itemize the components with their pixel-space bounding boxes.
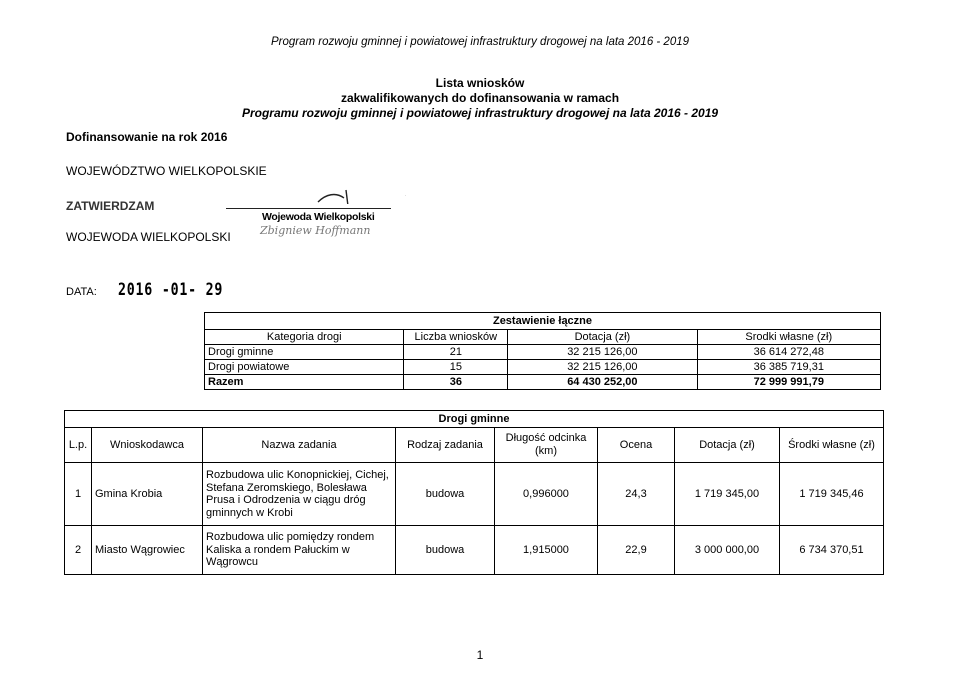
header-lp: L.p. (65, 428, 92, 463)
header-length: Długość odcinka (km) (495, 428, 598, 463)
approve-label: ZATWIERDZAM (66, 199, 155, 213)
cell-length: 1,915000 (495, 526, 598, 575)
main-caption: Drogi gminne (65, 411, 884, 428)
cell-length: 0,996000 (495, 463, 598, 526)
summary-table (204, 312, 881, 390)
signature-stamp (226, 196, 406, 240)
summary-cell: 32 215 126,00 (508, 345, 697, 360)
cell-grant: 1 719 345,00 (675, 463, 780, 526)
summary-header-category: Kategoria drogi (205, 330, 404, 345)
summary-cell: 36 614 272,48 (697, 345, 880, 360)
summary-cell: 36 385 719,31 (697, 360, 880, 375)
summary-caption: Zestawienie łączne (205, 313, 881, 330)
summary-cell: 36 (404, 375, 508, 390)
cell-own-funds: 1 719 345,46 (780, 463, 884, 526)
approver-title: WOJEWODA WIELKOPOLSKI (66, 230, 231, 244)
summary-cell: 72 999 991,79 (697, 375, 880, 390)
cell-lp: 1 (65, 463, 92, 526)
summary-row-gminne (205, 345, 881, 360)
summary-header-grant: Dotacja (zł) (508, 330, 697, 345)
stamp-name: Zbigniew Hoffmann (260, 224, 371, 237)
date-label: DATA: (66, 286, 97, 298)
summary-cell: 15 (404, 360, 508, 375)
cell-score: 24,3 (598, 463, 675, 526)
header-task-type: Rodzaj zadania (396, 428, 495, 463)
header-applicant: Wnioskodawca (92, 428, 203, 463)
summary-header-own-funds: Srodki własne (zł) (697, 330, 880, 345)
summary-cell: 64 430 252,00 (508, 375, 697, 390)
header-own-funds: Środki własne (zł) (780, 428, 884, 463)
page-number: 1 (476, 648, 484, 662)
title-line-1: Lista wniosków (435, 76, 525, 90)
header-grant: Dotacja (zł) (675, 428, 780, 463)
summary-caption-row (205, 313, 881, 330)
table-row (65, 463, 884, 526)
cell-task-name: Rozbudowa ulic pomiędzy rondem Kaliska a rondem Pałuckim w Wągrowcu (203, 526, 396, 575)
cell-task-type: budowa (396, 463, 495, 526)
signature-mark (226, 188, 406, 204)
funding-year: Dofinansowanie na rok 2016 (66, 130, 228, 144)
signature-line (226, 208, 391, 209)
date-stamp: 2016 -01- 29 (118, 280, 224, 300)
cell-own-funds: 6 734 370,51 (780, 526, 884, 575)
cell-score: 22,9 (598, 526, 675, 575)
summary-cell: 32 215 126,00 (508, 360, 697, 375)
main-header-row (65, 428, 884, 463)
cell-applicant: Miasto Wągrowiec (92, 526, 203, 575)
table-row (65, 526, 884, 575)
cell-task-type: budowa (396, 526, 495, 575)
cell-task-name: Rozbudowa ulic Konopnickiej, Cichej, Stefana Zeromskiego, Bolesława Prusa i Odrodzenia w ciągu dróg gminnych w Krobi (203, 463, 396, 526)
applications-table (64, 410, 884, 575)
summary-cell: 21 (404, 345, 508, 360)
summary-cell: Razem (205, 375, 404, 390)
document-title (0, 76, 960, 121)
summary-header-count: Liczba wniosków (404, 330, 508, 345)
summary-row-total (205, 375, 881, 390)
cell-lp: 2 (65, 526, 92, 575)
main-caption-row (65, 411, 884, 428)
title-line-2: zakwalifikowanych do dofinansowania w ramach (340, 91, 620, 105)
summary-cell: Drogi gminne (205, 345, 404, 360)
voivodeship: WOJEWÓDZTWO WIELKOPOLSKIE (66, 164, 267, 178)
title-line-3: Programu rozwoju gminnej i powiatowej infrastruktury drogowej na lata 2016 - 2019 (241, 106, 719, 120)
document-header: Program rozwoju gminnej i powiatowej infrastruktury drogowej na lata 2016 - 2019 (270, 36, 690, 48)
cell-applicant: Gmina Krobia (92, 463, 203, 526)
header-score: Ocena (598, 428, 675, 463)
stamp-title: Wojewoda Wielkopolski (262, 211, 375, 223)
summary-header-row (205, 330, 881, 345)
summary-cell: Drogi powiatowe (205, 360, 404, 375)
summary-row-powiatowe (205, 360, 881, 375)
cell-grant: 3 000 000,00 (675, 526, 780, 575)
header-task-name: Nazwa zadania (203, 428, 396, 463)
